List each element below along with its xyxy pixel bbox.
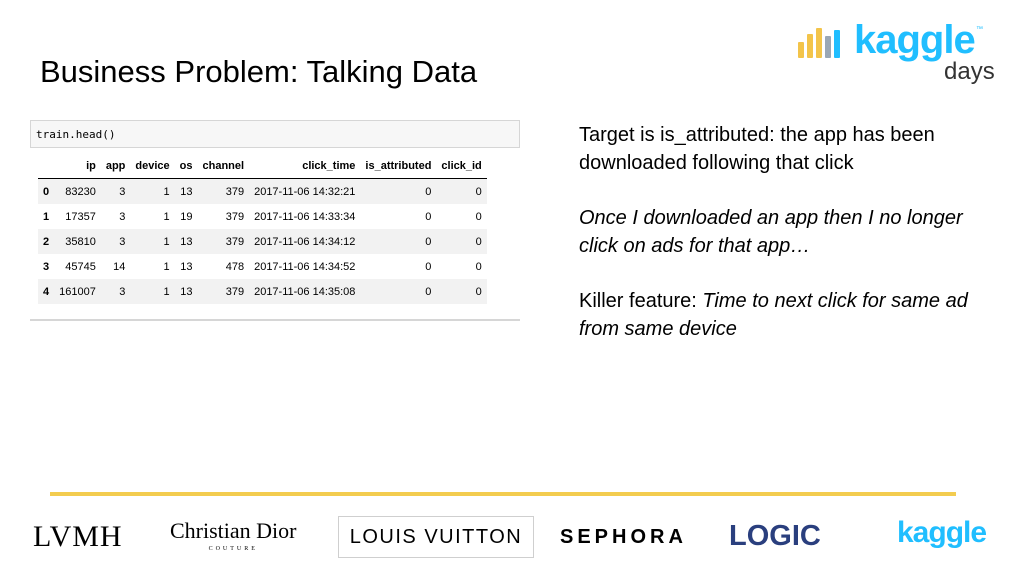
table-cell: 0 xyxy=(475,210,482,223)
table-cell: 379 xyxy=(225,210,245,223)
column-header: click_time xyxy=(249,154,360,179)
days-wordmark: days xyxy=(944,58,995,85)
row-index: 3 xyxy=(43,260,50,273)
table-cell: 0 xyxy=(436,179,486,205)
kaggle-wordmark: kaggle xyxy=(854,18,975,62)
table-cell: 13 xyxy=(175,279,198,304)
table-cell: 0 xyxy=(360,179,436,205)
target-paragraph: Target is is_attributed: the app has been downloaded following that click xyxy=(579,124,935,174)
column-header: ip xyxy=(54,154,101,179)
table-cell: 2017-11-06 14:35:08 xyxy=(249,279,360,304)
divider-line xyxy=(50,492,956,496)
column-header: channel xyxy=(198,154,250,179)
table-cell: 1 xyxy=(130,229,174,254)
dataframe-table xyxy=(38,154,487,304)
table-row xyxy=(38,204,487,229)
column-header: app xyxy=(101,154,131,179)
louis-vuitton-logo: LOUIS VUITTON xyxy=(338,516,534,558)
table-cell: 0 xyxy=(436,229,486,254)
row-index: 2 xyxy=(38,229,54,254)
table-cell: 2017-11-06 14:32:21 xyxy=(249,179,360,205)
table-cell: 1 xyxy=(163,210,170,223)
dior-logo xyxy=(170,518,297,552)
table-cell: 161007 xyxy=(54,279,101,304)
table-cell: 0 xyxy=(475,260,482,273)
table-cell: 1 xyxy=(163,260,170,273)
cell-bottom-edge xyxy=(30,319,520,321)
row-index: 4 xyxy=(38,279,54,304)
column-header: os xyxy=(175,154,198,179)
logo-bar xyxy=(834,30,840,58)
row-index: 1 xyxy=(43,210,50,223)
lvmh-logo: LVMH xyxy=(33,520,123,553)
table-cell: 83230 xyxy=(54,179,101,205)
table-cell: 379 xyxy=(198,179,250,205)
logo-bar xyxy=(798,42,804,58)
table-cell: 379 xyxy=(198,229,250,254)
table-row xyxy=(38,279,487,304)
table-cell: 2017-11-06 14:33:34 xyxy=(254,210,356,223)
table-cell: 2017-11-06 14:34:52 xyxy=(254,260,356,273)
sephora-logo: SEPHORA xyxy=(560,526,687,548)
killer-paragraph xyxy=(579,287,999,343)
column-header xyxy=(38,154,54,179)
kaggle-bars-icon xyxy=(798,28,848,58)
bullet-text xyxy=(579,121,999,370)
code-cell xyxy=(30,120,520,148)
slide-title: Business Problem: Talking Data xyxy=(40,54,478,89)
logic-logo: LOGIC xyxy=(729,520,821,552)
table-body xyxy=(38,179,487,305)
table-header-row xyxy=(38,154,487,179)
table-cell: 3 xyxy=(101,179,131,205)
once-paragraph: Once I downloaded an app then I no longer click on ads for that app… xyxy=(579,207,963,257)
column-header: click_id xyxy=(436,154,486,179)
table-cell: 45745 xyxy=(65,260,96,273)
table-cell: 3 xyxy=(101,279,131,304)
logo-bar xyxy=(825,36,831,58)
trademark-mark: ™ xyxy=(976,26,983,33)
table-cell: 13 xyxy=(180,260,193,273)
table-cell: 478 xyxy=(225,260,245,273)
kaggle-days-logo xyxy=(798,18,998,88)
table-cell: 14 xyxy=(113,260,126,273)
table-cell: 17357 xyxy=(65,210,96,223)
row-index: 0 xyxy=(38,179,54,205)
table-cell: 0 xyxy=(436,279,486,304)
killer-italic: Time to next click for same ad from same device xyxy=(579,290,968,340)
kaggle-logo: kaggle xyxy=(897,516,987,549)
dior-main: Christian Dior xyxy=(170,518,297,543)
table-cell: 379 xyxy=(198,279,250,304)
table-cell: 3 xyxy=(101,229,131,254)
table-row xyxy=(38,179,487,205)
table-cell: 13 xyxy=(175,179,198,205)
dior-sub: COUTURE xyxy=(208,546,258,552)
table-cell: 0 xyxy=(425,260,432,273)
table-row xyxy=(38,229,487,254)
table-cell: 13 xyxy=(175,229,198,254)
table-cell: 19 xyxy=(180,210,193,223)
table-cell: 0 xyxy=(360,229,436,254)
logo-bar xyxy=(807,34,813,58)
table-cell: 1 xyxy=(130,279,174,304)
column-header: device xyxy=(130,154,174,179)
killer-prefix: Killer feature: xyxy=(579,290,703,312)
table-cell: 1 xyxy=(130,179,174,205)
table-row xyxy=(38,254,487,279)
logo-bar xyxy=(816,28,822,58)
table-cell: 0 xyxy=(425,210,432,223)
table-cell: 2017-11-06 14:34:12 xyxy=(249,229,360,254)
table-cell: 3 xyxy=(119,210,126,223)
notebook-screenshot xyxy=(30,120,520,322)
code-text: train.head() xyxy=(36,128,116,141)
table-cell: 35810 xyxy=(54,229,101,254)
table-cell: 0 xyxy=(360,279,436,304)
column-header: is_attributed xyxy=(360,154,436,179)
